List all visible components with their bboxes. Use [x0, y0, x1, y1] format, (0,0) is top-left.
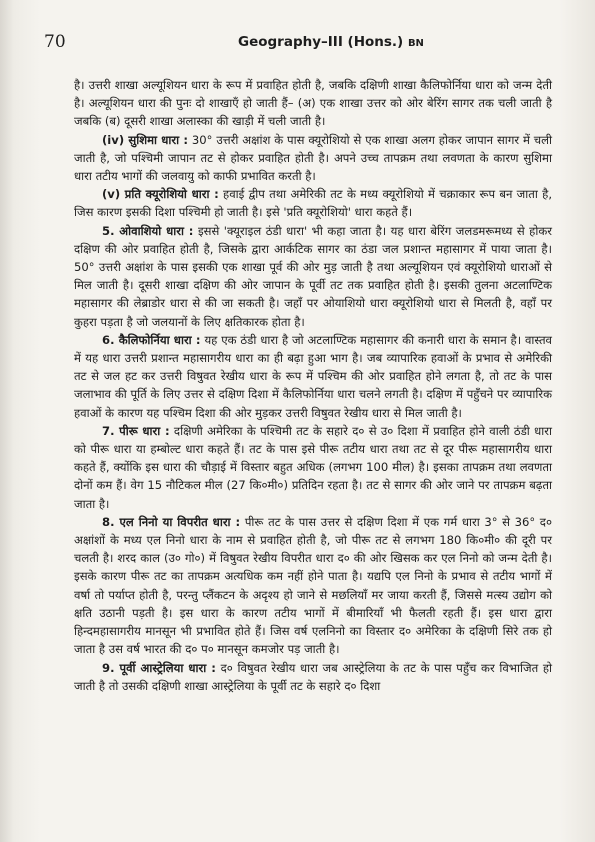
paragraph-heading: (iv) सुशिमा धारा :	[102, 132, 188, 147]
body-text	[74, 76, 552, 695]
running-head	[238, 34, 424, 50]
paragraph-text: द० विषुवत रेखीय धारा जब आस्ट्रेलिया के तट के पास पहुँच कर विभाजित हो जाती है तो उसकी दक्षिणी शाखा आस्ट्रेलिया के पूर्वी तट के सहारे द० दिशा	[74, 660, 553, 693]
paragraph-text: हवाई द्वीप तथा अमेरिकी तट के मध्य क्यूरोशियो में चक्राकार रूप बन जाता है, जिस कारण इसकी दिशा पश्चिमी हो जाती है। इसे 'प्रति क्यूरोशियो' धारा कहते हैं।	[74, 187, 553, 220]
running-head-title: Geography–III (Hons.)	[238, 34, 404, 50]
paragraph-el-nino	[74, 513, 552, 659]
paragraph-text: इससे 'क्यूराइल ठंडी धारा' भी कहा जाता है। यह धारा बेरिंग जलडमरूमध्य से होकर दक्षिण की ओर प्रवाहित होती है, जिसके द्वारा आर्कटिक सागर का ठंडा जल प्रशान्त महासागर में पाया जाता है। 50° उत्तरी अक्षांश के पास इसकी एक शाखा पूर्व की ओर मुड़ जाती है तथा अल्यूशियन एवं क्यूरोशियो धाराओं से मिल जाती है। दूसरी शाखा दक्षिण की ओर जापान के पूर्वी तट तक प्रवाहित होती है। इसकी तुलना अटलाण्टिक महासागर की लेब्राडोर धारा से की जा सकती है। जहाँ पर ओयाशियो धारा क्यूरोशियो धारा से मिलती है, वहाँ पर कुहरा पड़ता है जो जलयानों के लिए क्षतिकारक होता है।	[74, 223, 552, 329]
running-head-code: BN	[407, 38, 424, 49]
page-number: 70	[44, 32, 66, 52]
paragraph-peru	[74, 422, 552, 513]
paragraph-continuation	[74, 76, 552, 131]
paragraph-heading: 6. कैलिफोर्निया धारा :	[102, 332, 201, 347]
paragraph-heading: 7. पीरू धारा :	[102, 423, 170, 438]
paragraph-text: यह एक ठंडी धारा है जो अटलाण्टिक महासागर की कनारी धारा के समान है। वास्तव में यह धारा उत्तरी प्रशान्त महासागरीय धारा का ही बढ़ा हुआ भाग है। जब व्यापारिक हवाओं के प्रभाव से अमेरिकी तट से जल हट कर उत्तरी विषुवत रेखीय धारा के रूप में पश्चिम की ओर प्रवाहित होने लगता है, तो तट के पास जलाभाव की पूर्ति के लिए उत्तर से दक्षिण दिशा में कैलिफोर्निया धारा चलने लगती है। दक्षिण में पहुँचने पर व्यापारिक हवाओं के कारण यह पश्चिम दिशा की ओर मुड़कर उत्तरी विषुवत रेखीय धारा से मिल जाती है।	[74, 332, 553, 420]
paragraph-heading: (v) प्रति क्यूरोशियो धारा :	[102, 187, 219, 202]
paragraph-heading: 9. पूर्वी आस्ट्रेलिया धारा :	[102, 660, 216, 675]
paragraph-california	[74, 331, 552, 422]
paragraph-counter-kuroshio	[74, 185, 552, 221]
paragraph-heading: 5. ओवाशियो धारा :	[102, 223, 194, 238]
paragraph-text: है। उत्तरी शाखा अल्यूशियन धारा के रूप में प्रवाहित होती है, जबकि दक्षिणी शाखा कैलिफोर्निया धारा को जन्म देती है। अल्यूशियन धारा की पुनः दो शाखाएँ हो जाती हैं– (अ) एक शाखा उत्तर को ओर बेरिंग सागर तक चली जाती है जबकि (ब) दूसरी शाखा अलास्का की खाड़ी में चली जाती है।	[74, 78, 552, 129]
paragraph-sushima	[74, 131, 552, 186]
paragraph-heading: 8. एल निनो या विपरीत धारा :	[102, 514, 241, 529]
paragraph-east-australia	[74, 659, 552, 695]
paragraph-oyashio	[74, 222, 552, 331]
paragraph-text: पीरू तट के पास उत्तर से दक्षिण दिशा में एक गर्म धारा 3° से 36° द० अक्षांशों के मध्य एल निनो धारा के नाम से प्रवाहित होती है, जो पीरू तट से लगभग 180 कि०मी० की दूरी पर चलती है। शरद काल (उ० गो०) में विषुवत रेखीय विपरीत धारा द० की ओर खिसक कर एल निनो को जन्म देती है। इसके कारण पीरू तट का तापक्रम अत्यधिक कम नहीं होने पाता है। यद्यपि एल निनो के प्रभाव से तटीय भागों में वर्षा तो पर्याप्त होती है, परन्तु प्लैंकटन के अदृश्य हो जाने से मछलियाँ मर जाया करती हैं, जिससे मत्स्य उद्योग को क्षति उठानी पड़ती है। इस धारा के कारण तटीय भागों में बीमारियाँ भी फैलती रहती हैं। इस धारा द्वारा हिन्दमहासागरीय मानसून भी प्रभावित होते हैं। जिस वर्ष एलनिनो का विस्तार द० अमेरिका के दक्षिणी सिरे तक हो जाता है उस वर्ष भारत की द० प० मानसून कमजोर पड़ जाती है।	[74, 514, 552, 657]
paragraph-text: 30° उत्तरी अक्षांश के पास क्यूरोशियो से एक शाखा अलग होकर जापान सागर में चली जाती है, जो पश्चिमी जापान तट से होकर प्रवाहित होती है। अपने उच्च तापक्रम तथा लवणता के कारण सुशिमा धारा तटीय भागों की जलवायु को काफी प्रभावित करती है।	[74, 132, 552, 184]
paragraph-text: दक्षिणी अमेरिका के पश्चिमी तट के सहारे द० से उ० दिशा में प्रवाहित होने वाली ठंडी धारा को पीरू धारा या हम्बोल्ट धारा कहते हैं। तट के पास इसे पीरू तटीय धारा तथा तट से दूर पीरू महासागरीय धारा कहते हैं, क्योंकि इस धारा की चौड़ाई में विस्तार बहुत अधिक (लगभग 100 मील) है। इसका तापक्रम तथा लवणता दोनों कम हैं। वेग 15 नौटिकल मील (27 कि०मी०) प्रतिदिन रहता है। तट से सागर की ओर जाने पर तापक्रम बढ़ता जाता है।	[74, 423, 553, 511]
